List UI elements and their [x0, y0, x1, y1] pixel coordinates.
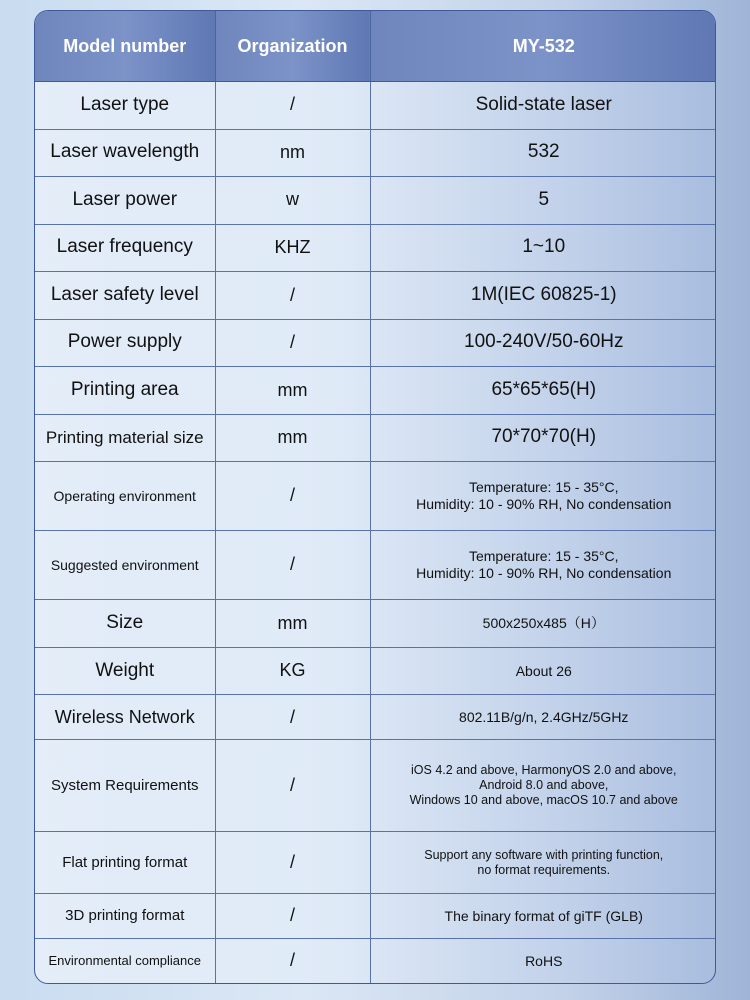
row-unit: w [215, 177, 370, 225]
row-value: 1~10 [370, 224, 716, 272]
table-row [35, 832, 716, 894]
table-row [35, 462, 716, 531]
row-label: Laser power [35, 177, 215, 225]
row-value: The binary format of giTF (GLB) [370, 894, 716, 939]
row-label: Wireless Network [35, 695, 215, 740]
row-value: 802.11B/g/n, 2.4GHz/5GHz [370, 695, 716, 740]
header-model-value: MY-532 [370, 11, 716, 82]
value-line: Humidity: 10 - 90% RH, No condensation [416, 496, 672, 513]
row-label: Laser type [35, 82, 215, 130]
row-unit: / [215, 939, 370, 983]
row-value: 500x250x485（H） [370, 600, 716, 648]
row-unit: KHZ [215, 224, 370, 272]
table-row [35, 939, 716, 983]
row-label: Suggested environment [35, 531, 215, 600]
row-unit: mm [215, 600, 370, 648]
row-unit: KG [215, 647, 370, 695]
table-row [35, 740, 716, 832]
row-label: Environmental compliance [35, 939, 215, 983]
row-label: Printing area [35, 367, 215, 415]
row-value: Solid-state laser [370, 82, 716, 130]
row-unit: / [215, 319, 370, 367]
spec-table [35, 11, 716, 983]
row-value: About 26 [370, 647, 716, 695]
table-row [35, 531, 716, 600]
table-row [35, 129, 716, 177]
row-label: System Requirements [35, 740, 215, 832]
row-value: 100-240V/50-60Hz [370, 319, 716, 367]
table-row [35, 367, 716, 415]
value-line: iOS 4.2 and above, HarmonyOS 2.0 and above, [411, 763, 677, 778]
row-unit: nm [215, 129, 370, 177]
row-value: 70*70*70(H) [370, 414, 716, 462]
row-unit: mm [215, 414, 370, 462]
row-label: Printing material size [35, 414, 215, 462]
row-unit: / [215, 531, 370, 600]
row-label: Laser wavelength [35, 129, 215, 177]
table-row [35, 272, 716, 320]
row-unit: / [215, 695, 370, 740]
row-value: RoHS [525, 952, 563, 969]
value-line: Android 8.0 and above, [479, 778, 609, 793]
row-label: Operating environment [35, 462, 215, 531]
table-row [35, 600, 716, 648]
row-value: 1M(IEC 60825-1) [370, 272, 716, 320]
row-unit: / [215, 462, 370, 531]
row-unit: / [215, 740, 370, 832]
table-row [35, 695, 716, 740]
row-label: Laser frequency [35, 224, 215, 272]
row-value [370, 462, 716, 531]
row-value: 532 [370, 129, 716, 177]
spec-table-frame [34, 10, 716, 984]
value-line: Windows 10 and above, macOS 10.7 and above [409, 793, 678, 808]
header-organization: Organization [215, 11, 370, 82]
row-value [370, 740, 716, 832]
table-row [35, 224, 716, 272]
row-value [370, 531, 716, 600]
value-line: Support any software with printing function, [424, 847, 664, 862]
table-row [35, 177, 716, 225]
row-value: 65*65*65(H) [370, 367, 716, 415]
row-label: Flat printing format [35, 832, 215, 894]
value-line: Humidity: 10 - 90% RH, No condensation [416, 565, 672, 582]
row-unit: / [215, 272, 370, 320]
row-label: 3D printing format [35, 894, 215, 939]
table-header-row [35, 11, 716, 82]
row-label: Power supply [35, 319, 215, 367]
row-unit: / [215, 832, 370, 894]
row-label: Weight [35, 647, 215, 695]
value-line: Temperature: 15 - 35°C, [468, 548, 619, 565]
value-line: no format requirements. [477, 862, 611, 877]
row-label: Size [35, 600, 215, 648]
row-unit: / [215, 894, 370, 939]
row-value [370, 832, 716, 894]
value-line: Temperature: 15 - 35°C, [468, 479, 619, 496]
table-row [35, 82, 716, 130]
table-row [35, 414, 716, 462]
row-unit: mm [215, 367, 370, 415]
row-label: Laser safety level [35, 272, 215, 320]
header-model-number: Model number [35, 11, 215, 82]
table-row [35, 647, 716, 695]
row-unit: / [215, 82, 370, 130]
table-row [35, 894, 716, 939]
table-row [35, 319, 716, 367]
row-value: 5 [370, 177, 716, 225]
